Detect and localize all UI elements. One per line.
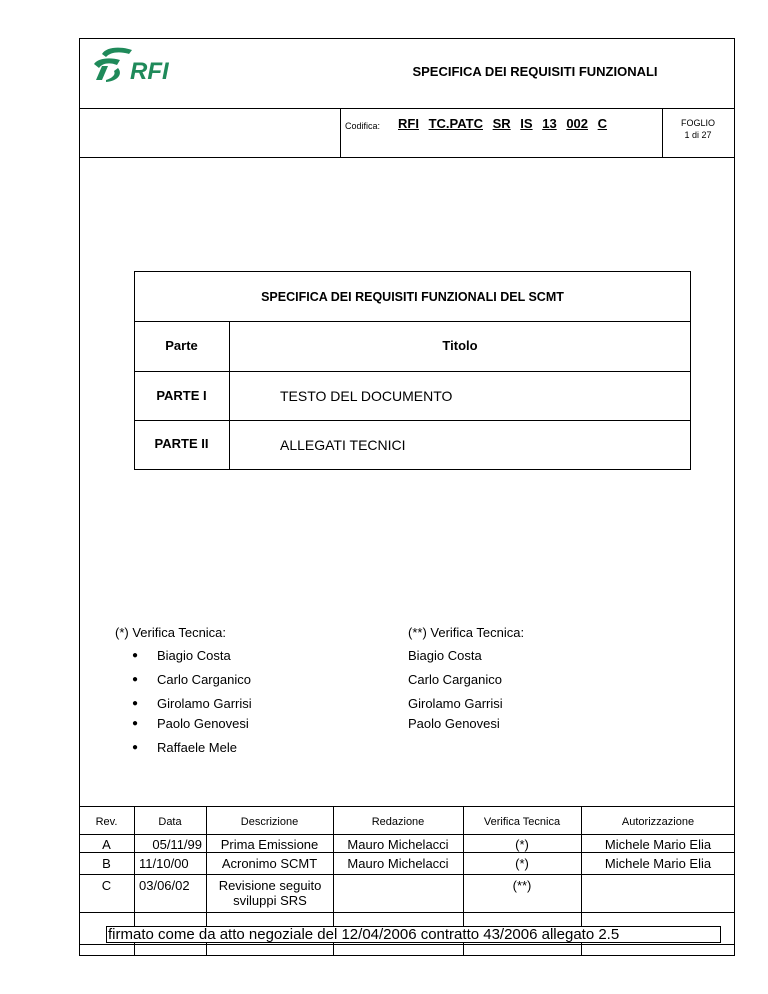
- foglio-box: [662, 117, 734, 141]
- header-divider: [79, 108, 735, 109]
- descrizione-header: Descrizione: [240, 816, 299, 828]
- rev-header: Rev.: [95, 816, 118, 828]
- autorizzazione-cell: Michele Mario Elia: [604, 856, 712, 871]
- parts-table-title: SPECIFICA DEI REQUISITI FUNZIONALI DEL SCMT: [261, 290, 564, 304]
- foglio-label: FOGLIO: [680, 118, 715, 128]
- verifica-right-item: Carlo Carganico: [408, 672, 502, 687]
- signature-note: firmato come da atto negoziale del 12/04/2006 contratto 43/2006 allegato 2.5: [106, 926, 721, 943]
- rev-cell: C: [101, 878, 112, 893]
- verifica-cell: (*): [515, 856, 529, 871]
- codifica-part: C: [597, 116, 608, 131]
- data-cell: 05/11/99: [152, 837, 202, 852]
- col-header-parte: Parte: [165, 338, 198, 353]
- row-titolo: ALLEGATI TECNICI: [280, 437, 406, 453]
- verifica-cell: (**): [512, 878, 532, 893]
- revision-table-divider: [79, 834, 735, 835]
- bullet-icon: ●: [132, 650, 139, 661]
- row-parte: PARTE II: [154, 436, 209, 451]
- codifica-label: Codifica:: [345, 121, 381, 131]
- rev-cell: B: [102, 856, 111, 871]
- descrizione-cell: Revisione seguito sviluppi SRS: [218, 878, 322, 908]
- descrizione-cell: Acronimo SCMT: [221, 856, 318, 871]
- codifica-part: RFI: [398, 116, 419, 131]
- codifica-part: TC.PATC: [428, 116, 483, 131]
- foglio-value: 1 di 27: [684, 130, 712, 140]
- codifica-divider: [79, 157, 735, 158]
- verifica-right-title: (**) Verifica Tecnica:: [408, 625, 525, 640]
- svg-text:RFI: RFI: [130, 58, 169, 84]
- codifica-part: 13: [542, 116, 557, 131]
- parts-table-divider: [134, 371, 691, 372]
- codifica-part: SR: [492, 116, 511, 131]
- row-parte: PARTE I: [156, 388, 207, 403]
- rev-cell: A: [102, 837, 111, 852]
- revision-table-top: [79, 806, 735, 807]
- header-title: SPECIFICA DEI REQUISITI FUNZIONALI: [412, 64, 658, 79]
- rfi-logo: [88, 44, 188, 84]
- verifica-left-item: Girolamo Garrisi: [157, 696, 252, 711]
- verifica-left-item: Carlo Carganico: [157, 672, 251, 687]
- bullet-icon: ●: [132, 742, 139, 753]
- autorizzazione-header: Autorizzazione: [621, 816, 695, 828]
- verifica-right-item: Paolo Genovesi: [408, 716, 500, 731]
- redazione-cell: Mauro Michelacci: [347, 856, 449, 871]
- redazione-cell: Mauro Michelacci: [347, 837, 449, 852]
- revision-table-divider: [79, 874, 735, 875]
- verifica-cell: (*): [515, 837, 529, 852]
- verifica-left-item: Raffaele Mele: [157, 740, 237, 755]
- autorizzazione-cell: Michele Mario Elia: [604, 837, 712, 852]
- descrizione-cell: Prima Emissione: [220, 837, 319, 852]
- bullet-icon: ●: [132, 698, 139, 709]
- data-cell: 11/10/00: [139, 856, 189, 871]
- redazione-header: Redazione: [371, 816, 425, 828]
- verifica-left-title: (*) Verifica Tecnica:: [115, 625, 227, 640]
- revision-table-divider: [79, 944, 735, 945]
- data-cell: 03/06/02: [139, 878, 190, 893]
- codifica-left-divider: [340, 108, 341, 157]
- codifica-part: 002: [566, 116, 589, 131]
- bullet-icon: ●: [132, 674, 139, 685]
- data-header: Data: [158, 816, 182, 828]
- parts-table-divider: [134, 321, 691, 322]
- col-header-titolo: Titolo: [442, 338, 478, 353]
- rfi-logo-icon: [88, 44, 188, 84]
- verifica-left-item: Paolo Genovesi: [157, 716, 249, 731]
- row-titolo: TESTO DEL DOCUMENTO: [280, 388, 453, 404]
- bullet-icon: ●: [132, 718, 139, 729]
- revision-table-divider: [79, 912, 735, 913]
- verifica-header: Verifica Tecnica: [483, 816, 561, 828]
- verifica-right-item: Biagio Costa: [408, 648, 482, 663]
- verifica-left-item: Biagio Costa: [157, 648, 231, 663]
- codifica-part: IS: [520, 116, 533, 131]
- parts-table-divider: [134, 420, 691, 421]
- revision-table-divider: [79, 852, 735, 853]
- verifica-right-item: Girolamo Garrisi: [408, 696, 503, 711]
- codifica-value: [398, 116, 607, 131]
